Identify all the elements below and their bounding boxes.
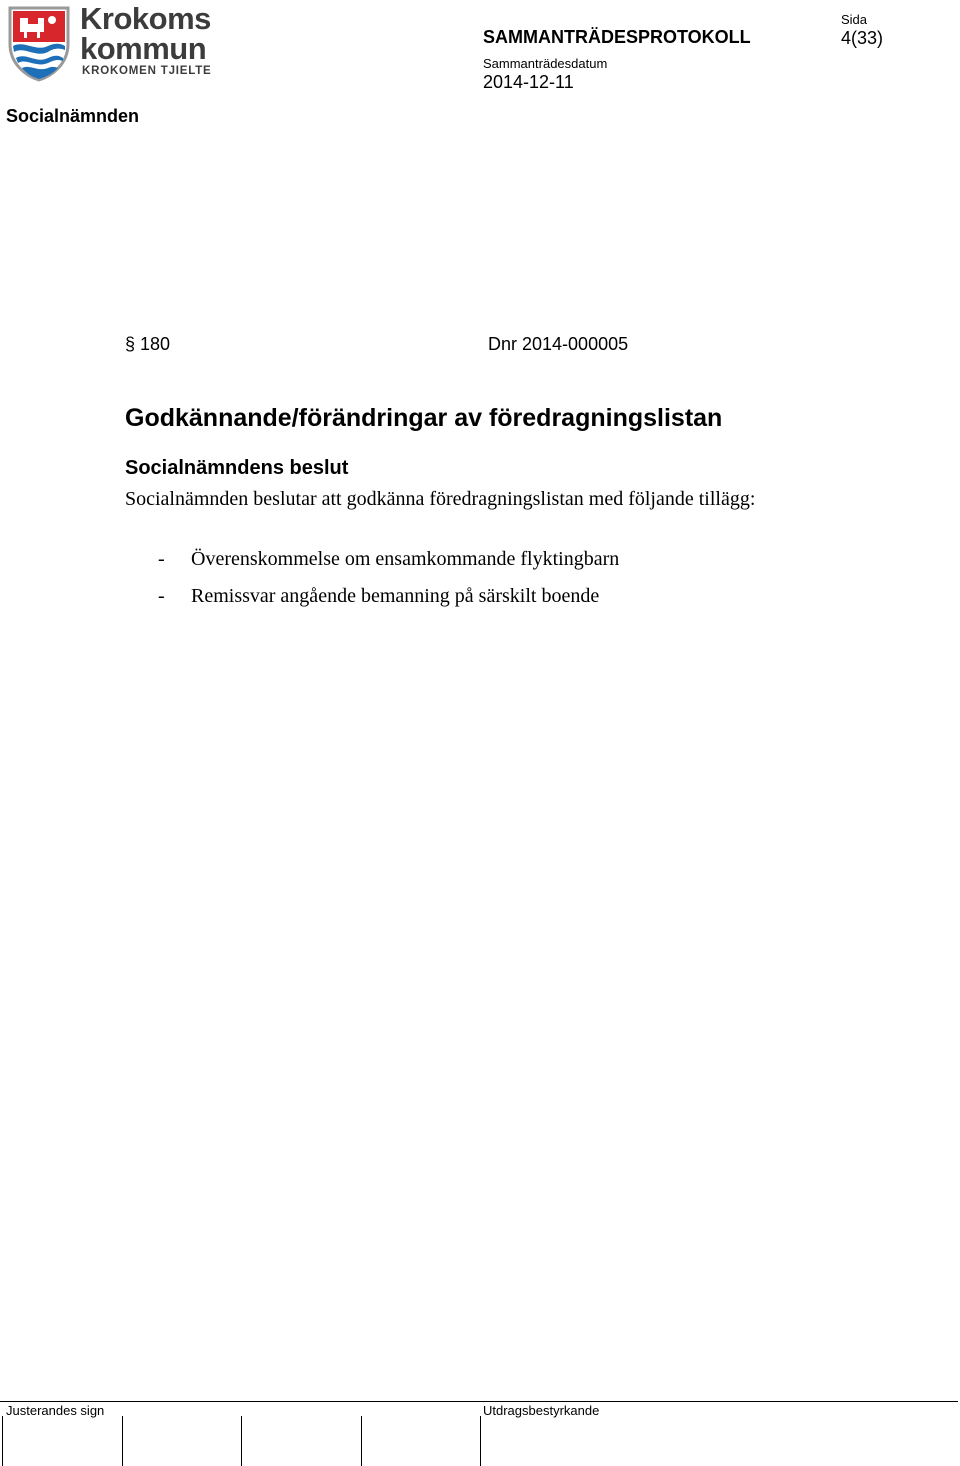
logo-wordmark-line-2: kommun — [80, 31, 207, 66]
page-label: Sida — [841, 12, 868, 27]
signature-box-divider — [241, 1416, 242, 1466]
meeting-date-label: Sammanträdesdatum — [483, 56, 608, 71]
extract-certification-label: Utdragsbestyrkande — [483, 1403, 600, 1418]
document-type: SAMMANTRÄDESPROTOKOLL — [483, 27, 751, 47]
meeting-date-value: 2014-12-11 — [483, 72, 574, 92]
decision-heading: Socialnämndens beslut — [125, 457, 349, 479]
signature-box-divider — [480, 1416, 481, 1466]
coat-of-arms-icon — [6, 4, 72, 82]
footer-divider — [0, 1401, 958, 1402]
logo-wordmark-line-3: KROKOMEN TJIELTE — [82, 65, 212, 77]
list-item — [158, 548, 619, 571]
signature-box-divider — [2, 1416, 3, 1466]
page-number: 4(33) — [841, 28, 884, 48]
logo-wordmark-line-1: Krokoms — [80, 1, 211, 36]
item-title: Godkännande/förändringar av föredragningslistan — [125, 404, 723, 432]
list-item-text: Överenskommelse om ensamkommande flyktingbarn — [191, 548, 620, 570]
list-bullet: - — [158, 548, 165, 570]
list-bullet: - — [158, 585, 165, 607]
list-item-text: Remissvar angående bemanning på särskilt boende — [191, 585, 600, 607]
signature-box-divider — [361, 1416, 362, 1466]
list-item — [158, 585, 599, 608]
signature-box-divider — [122, 1416, 123, 1466]
paragraph-number: § 180 — [125, 334, 171, 354]
signature-label: Justerandes sign — [6, 1403, 105, 1418]
organization-name: Socialnämnden — [6, 106, 140, 126]
decision-text: Socialnämnden beslutar att godkänna föredragningslistan med följande tillägg: — [125, 488, 756, 510]
registration-number: Dnr 2014-000005 — [488, 334, 629, 354]
